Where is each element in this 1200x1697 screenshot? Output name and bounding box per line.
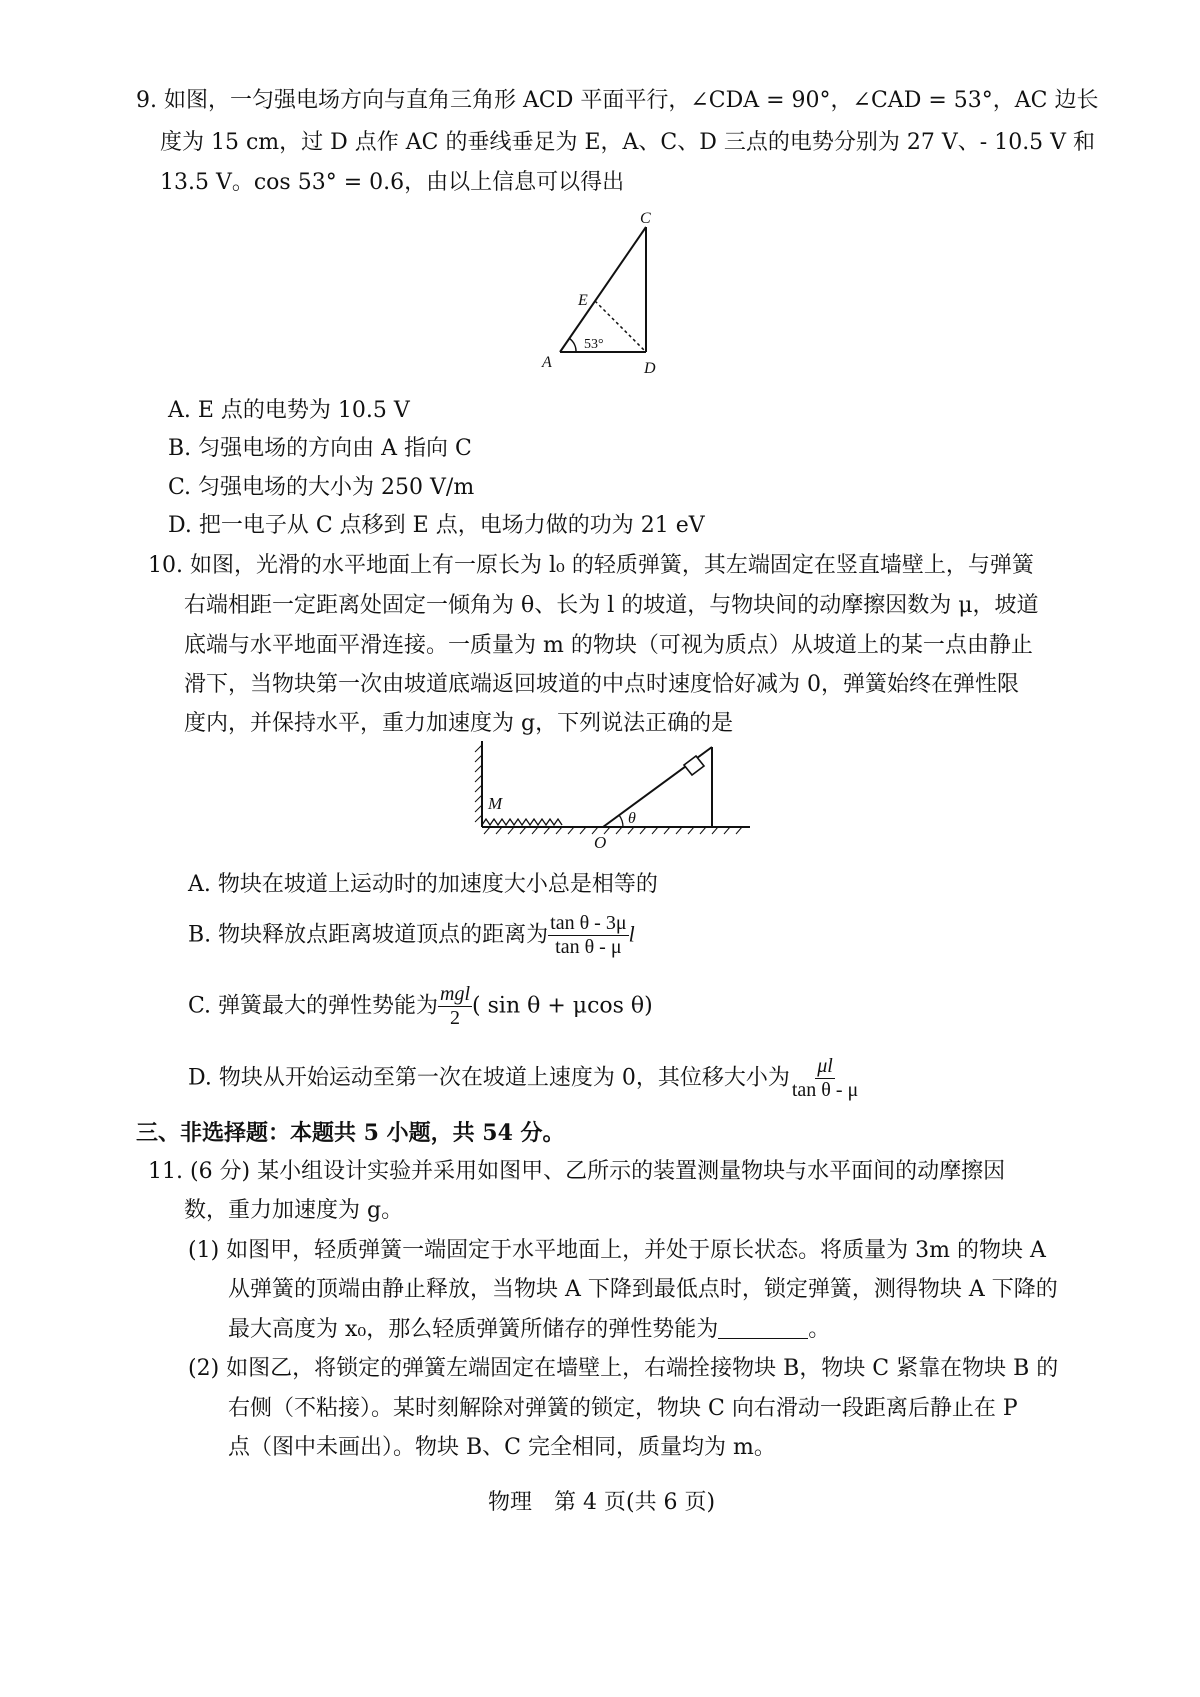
q11-part2-line-1: (2) 如图乙，将锁定的弹簧左端固定在墙壁上，右端拴接物块 B，物块 C 紧靠在物块 B 的: [188, 1356, 1059, 1381]
q9-stem-line-3: 13.5 V。cos 53° = 0.6，由以上信息可以得出: [160, 170, 625, 195]
q10-ramp-figure: [470, 735, 760, 855]
q9-option-b: B. 匀强电场的方向由 A 指向 C: [168, 436, 472, 461]
q10-option-d: [188, 1055, 860, 1102]
q10-stem-line-1: 10. 如图，光滑的水平地面上有一原长为 l₀ 的轻质弹簧，其左端固定在竖直墙壁上，与弹簧: [148, 553, 1034, 578]
q10-option-b: [188, 912, 635, 959]
q10-option-b-fraction: [548, 912, 628, 959]
q11-part1-line-2: 从弹簧的顶端由静止释放，当物块 A 下降到最低点时，锁定弹簧，测得物块 A 下降的: [228, 1277, 1058, 1302]
q10-option-d-denominator: tan θ - μ: [791, 1079, 859, 1101]
q10-stem-line-4: 滑下，当物块第一次由坡道底端返回坡道的中点时速度恰好减为 0，弹簧始终在弹性限: [184, 672, 1019, 697]
q9-angle-label: 53°: [584, 337, 604, 352]
q11-part2-line-3: 点（图中未画出）。物块 B、C 完全相同，质量均为 m。: [228, 1435, 776, 1460]
q10-stem-line-5: 度内，并保持水平，重力加速度为 g，下列说法正确的是: [184, 711, 734, 736]
q10-label-m: M: [488, 794, 503, 813]
q9-option-a: A. E 点的电势为 10.5 V: [168, 398, 410, 423]
q10-option-b-suffix: l: [628, 921, 635, 947]
q10-option-b-prefix: B. 物块释放点距离坡道顶点的距离为: [188, 922, 549, 948]
q11-part1-line-3: [228, 1316, 830, 1343]
q11-part1-line-3-end: 。: [808, 1317, 831, 1342]
q9-option-d: D. 把一电子从 C 点移到 E 点，电场力做的功为 21 eV: [168, 513, 705, 538]
q11-part2-line-2: 右侧（不粘接）。某时刻解除对弹簧的锁定，物块 C 向右滑动一段距离后静止在 P: [228, 1396, 1018, 1421]
q10-option-c-denominator: 2: [450, 1007, 461, 1029]
q10-label-theta: θ: [628, 810, 636, 827]
q10-option-c-suffix: ( sin θ + μcos θ): [472, 993, 653, 1019]
section-3-title: 三、非选择题：本题共 5 小题，共 54 分。: [136, 1120, 565, 1146]
q9-label-d: D: [644, 360, 656, 377]
q10-option-c-fraction: [438, 983, 472, 1030]
q10-option-c-numerator: mgl: [440, 983, 471, 1005]
q9-option-c: C. 匀强电场的大小为 250 V/m: [168, 475, 475, 500]
q10-label-o: O: [594, 833, 607, 852]
page-footer: 物理 第 4 页(共 6 页): [488, 1490, 716, 1515]
q10-option-c: [188, 983, 653, 1030]
q10-option-b-denominator: tan θ - μ: [555, 936, 622, 958]
q10-option-c-prefix: C. 弹簧最大的弹性势能为: [188, 993, 439, 1019]
answer-blank[interactable]: [718, 1316, 808, 1339]
q9-label-e: E: [578, 292, 588, 309]
q10-stem-line-2: 右端相距一定距离处固定一倾角为 θ、长为 l 的坡道，与物块间的动摩擦因数为 μ，坡道: [184, 593, 1039, 618]
q10-option-a: A. 物块在坡道上运动时的加速度大小总是相等的: [188, 872, 658, 897]
q10-option-d-prefix: D. 物块从开始运动至第一次在坡道上速度为 0，其位移大小为: [188, 1065, 790, 1091]
q10-option-b-numerator: tan θ - 3μ: [550, 912, 627, 934]
q10-option-d-numerator: μl: [817, 1055, 833, 1077]
q10-option-d-fraction: [790, 1055, 860, 1102]
q9-stem-line-1: 9. 如图，一匀强电场方向与直角三角形 ACD 平面平行，∠CDA = 90°，∠CAD = 53°，AC 边长: [136, 88, 1099, 113]
q11-stem-line-1: 11. (6 分) 某小组设计实验并采用如图甲、乙所示的装置测量物块与水平面间的动摩擦因: [148, 1159, 1006, 1184]
q11-stem-line-2: 数，重力加速度为 g。: [184, 1198, 404, 1223]
q9-stem-line-2: 度为 15 cm，过 D 点作 AC 的垂线垂足为 E，A、C、D 三点的电势分别为 27 V、- 10.5 V 和: [160, 130, 1096, 155]
q10-stem-line-3: 底端与水平地面平滑连接。一质量为 m 的物块（可视为质点）从坡道上的某一点由静止: [184, 633, 1033, 658]
q11-part1-line-1: (1) 如图甲，轻质弹簧一端固定于水平地面上，并处于原长状态。将质量为 3m 的物块 A: [188, 1238, 1046, 1263]
q9-triangle-figure: [530, 205, 680, 380]
q11-part1-line-3-text: 最大高度为 x₀，那么轻质弹簧所储存的弹性势能为: [228, 1317, 719, 1342]
q9-label-c: C: [640, 210, 651, 227]
q9-label-a: A: [542, 354, 552, 371]
